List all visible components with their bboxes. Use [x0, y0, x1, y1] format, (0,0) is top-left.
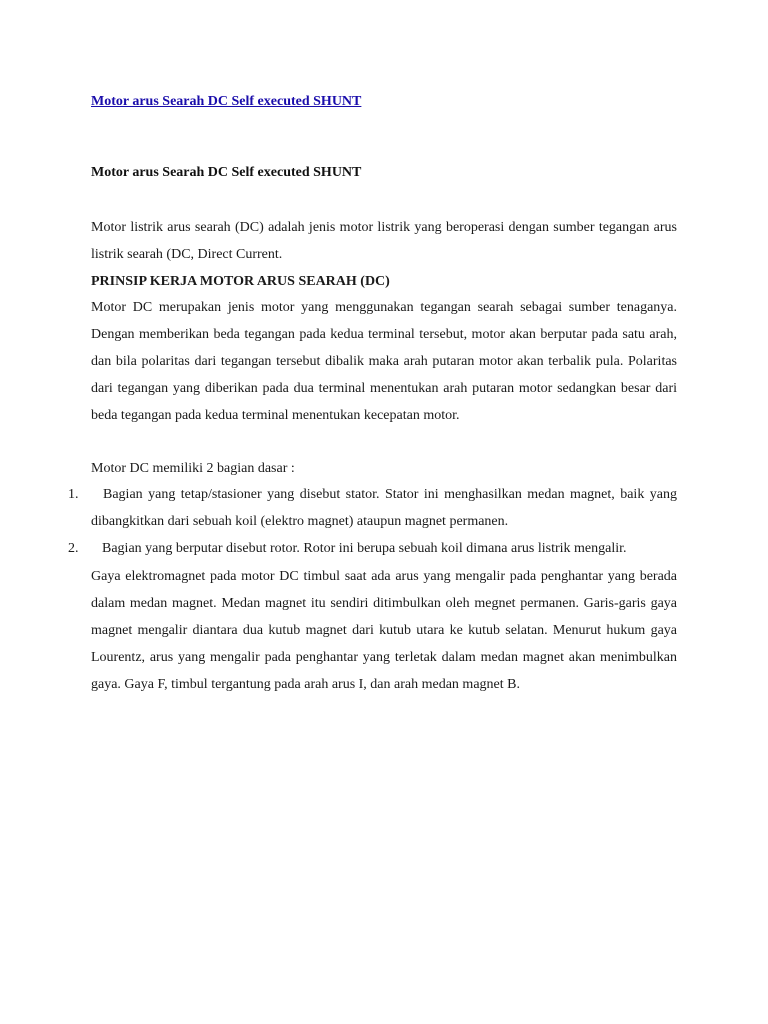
- list-item-number: 1.: [68, 487, 79, 502]
- document-title-link[interactable]: Motor arus Searah DC Self executed SHUNT: [91, 94, 362, 109]
- principle-paragraph: Motor DC merupakan jenis motor yang menggunakan tegangan searah sebagai sumber tenaganya. Dengan memberikan beda tegangan pada kedua terminal tersebut, motor akan berputar pada satu arah, dan bila polaritas dari tegangan tersebut dibalik maka arah putaran motor akan terbalik pula. Polaritas dari tegangan yang diberikan pada dua terminal menentukan arah putaran motor sedangkan besar dari beda tegangan pada kedua terminal menentukan kecepatan motor.: [91, 300, 677, 423]
- parts-list: [0, 481, 768, 562]
- list-item-number: 2.: [68, 541, 79, 556]
- list-item-text: [91, 535, 677, 562]
- list-item-text-content: Bagian yang tetap/stasioner yang disebut stator. Stator ini menghasilkan medan magnet, baik yang dibangkitkan dari sebuah koil (elektro magnet) ataupun magnet permanen.: [91, 487, 677, 529]
- list-item: [0, 535, 768, 562]
- list-item-text: [91, 481, 677, 535]
- document-title: Motor arus Searah DC Self executed SHUNT: [91, 165, 362, 180]
- parts-intro-text: Motor DC memiliki 2 bagian dasar :: [91, 461, 295, 476]
- list-item-text-content: Bagian yang berputar disebut rotor. Rotor ini berupa sebuah koil dimana arus listrik mengalir.: [102, 541, 627, 556]
- section-heading: PRINSIP KERJA MOTOR ARUS SEARAH (DC): [91, 274, 390, 289]
- intro-paragraph: Motor listrik arus searah (DC) adalah jenis motor listrik yang beroperasi dengan sumber tegangan arus listrik searah (DC, Direct Current.: [91, 220, 677, 262]
- force-paragraph: Gaya elektromagnet pada motor DC timbul saat ada arus yang mengalir pada penghantar yang berada dalam medan magnet. Medan magnet itu sendiri ditimbulkan oleh megnet permanen. Garis-garis gaya magnet mengalir diantara dua kutub magnet dari kutub utara ke kutub selatan. Menurut hukum gaya Lourentz, arus yang mengalir pada penghantar yang terletak dalam medan magnet akan menimbulkan gaya. Gaya F, timbul tergantung pada arah arus I, dan arah medan magnet B.: [91, 569, 677, 692]
- list-item: [0, 481, 768, 535]
